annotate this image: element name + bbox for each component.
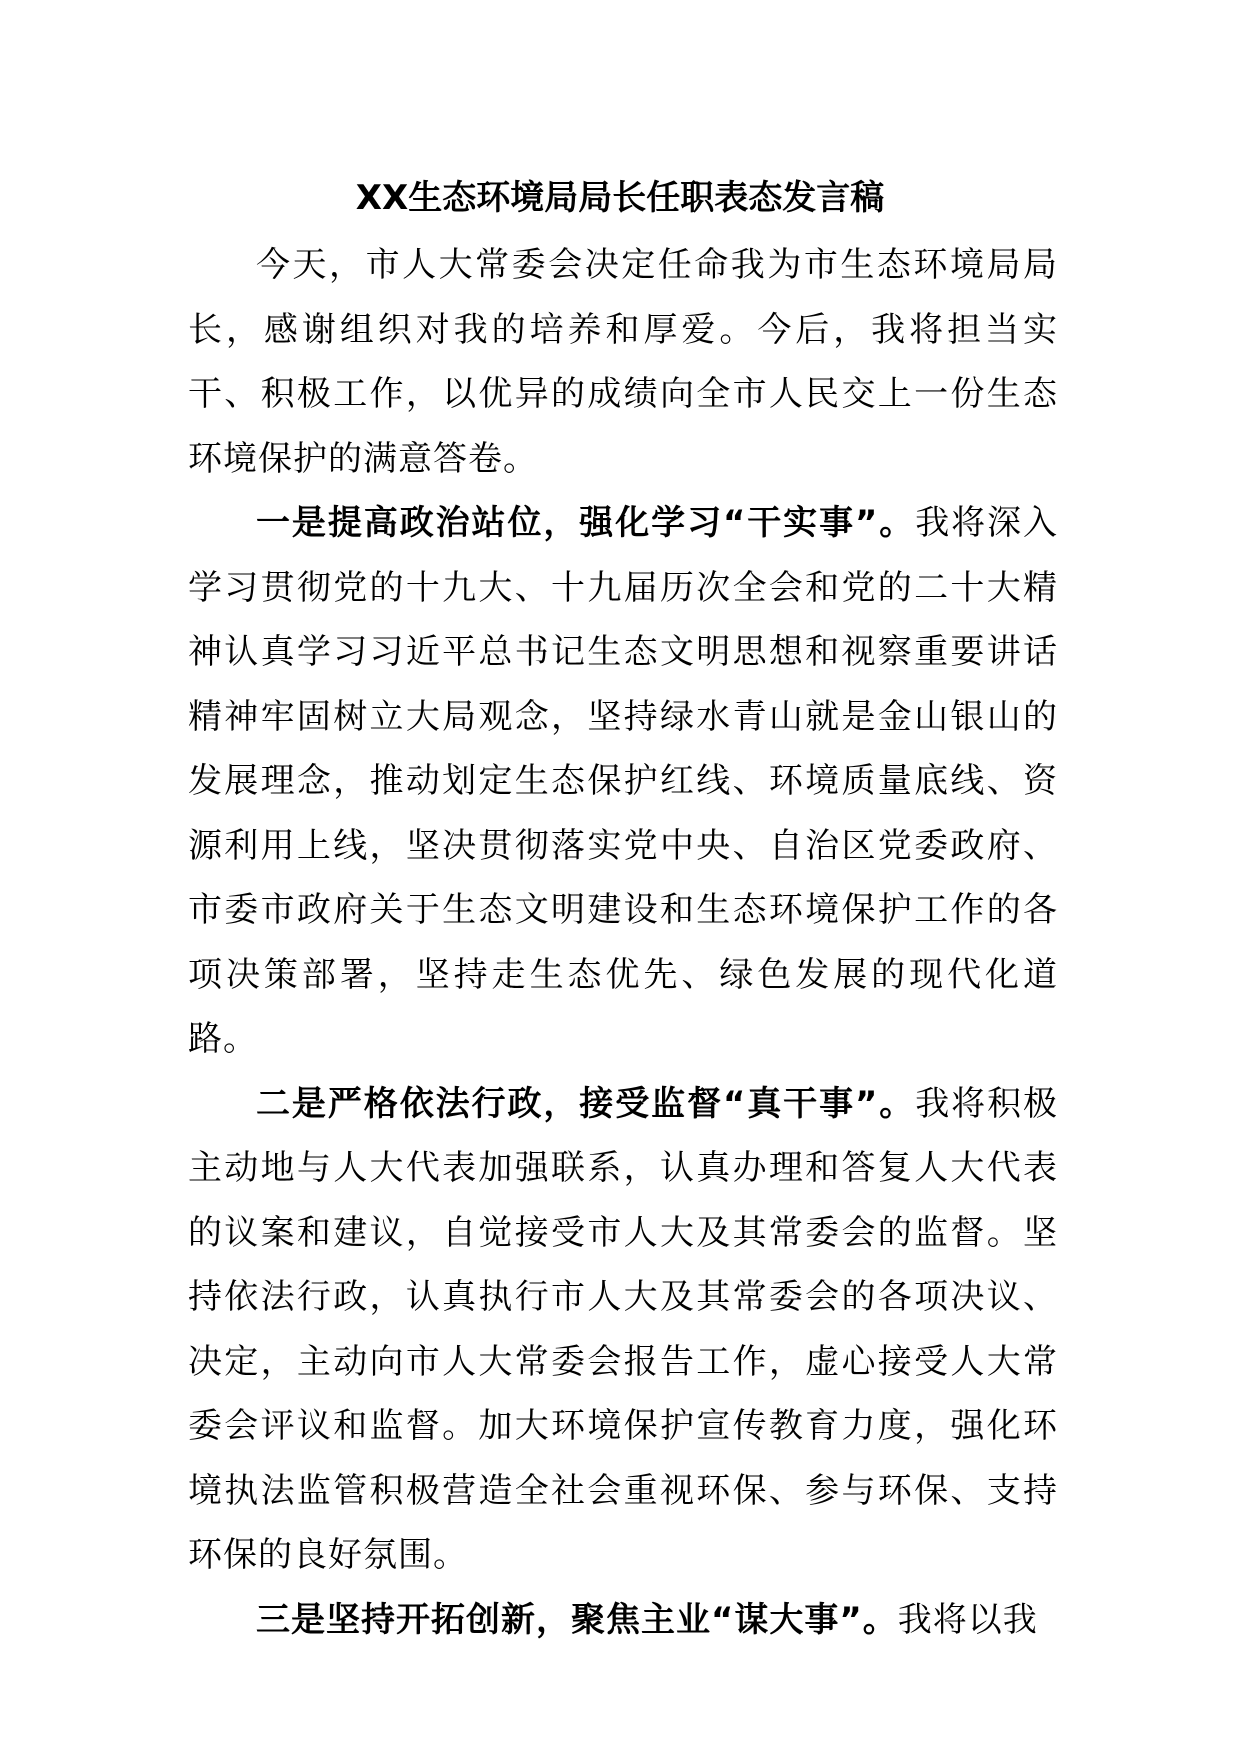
paragraph-intro <box>188 233 1058 491</box>
paragraph-point-1 <box>188 491 1058 1072</box>
paragraph-text: 我将深入学习贯彻党的十九大、十九届历次全会和党的二十大精神认真学习习近平总书记生态文明思想和视察重要讲话精神牢固树立大局观念，坚持绿水青山就是金山银山的发展理念，推动划定生态保护红线、环境质量底线、资源利用上线，坚决贯彻落实党中央、自治区党委政府、市委市政府关于生态文明建设和生态环境保护工作的各项决策部署，坚持走生态优先、绿色发展的现代化道路。 <box>188 503 1059 1059</box>
paragraph-text: 今天，市人大常委会决定任命我为市生态环境局局长，感谢组织对我的培养和厚爱。今后，我将担当实干、积极工作，以优异的成绩向全市人民交上一份生态环境保护的满意答卷。 <box>188 245 1058 479</box>
paragraph-point-2 <box>188 1072 1058 1588</box>
paragraph-text: 我将以我 <box>897 1599 1038 1640</box>
document-body <box>188 233 1058 1652</box>
paragraph-text: 我将积极主动地与人大代表加强联系，认真办理和答复人大代表的议案和建议，自觉接受市人大及其常委会的监督。坚持依法行政，认真执行市人大及其常委会的各项决议、决定，主动向市人大常委会报告工作，虚心接受人大常委会评议和监督。加大环境保护宣传教育力度，强化环境执法监管积极营造全社会重视环保、参与环保、支持环保的良好氛围。 <box>188 1083 1059 1575</box>
paragraph-lead: 二是严格依法行政，接受监督“真干事”。 <box>256 1083 916 1124</box>
paragraph-lead: 三是坚持开拓创新，聚焦主业“谋大事”。 <box>256 1599 898 1640</box>
document-title: XX生态环境局局长任职表态发言稿 <box>355 178 885 218</box>
paragraph-point-3 <box>188 1588 1058 1653</box>
paragraph-lead: 一是提高政治站位，强化学习“干实事”。 <box>256 503 916 543</box>
